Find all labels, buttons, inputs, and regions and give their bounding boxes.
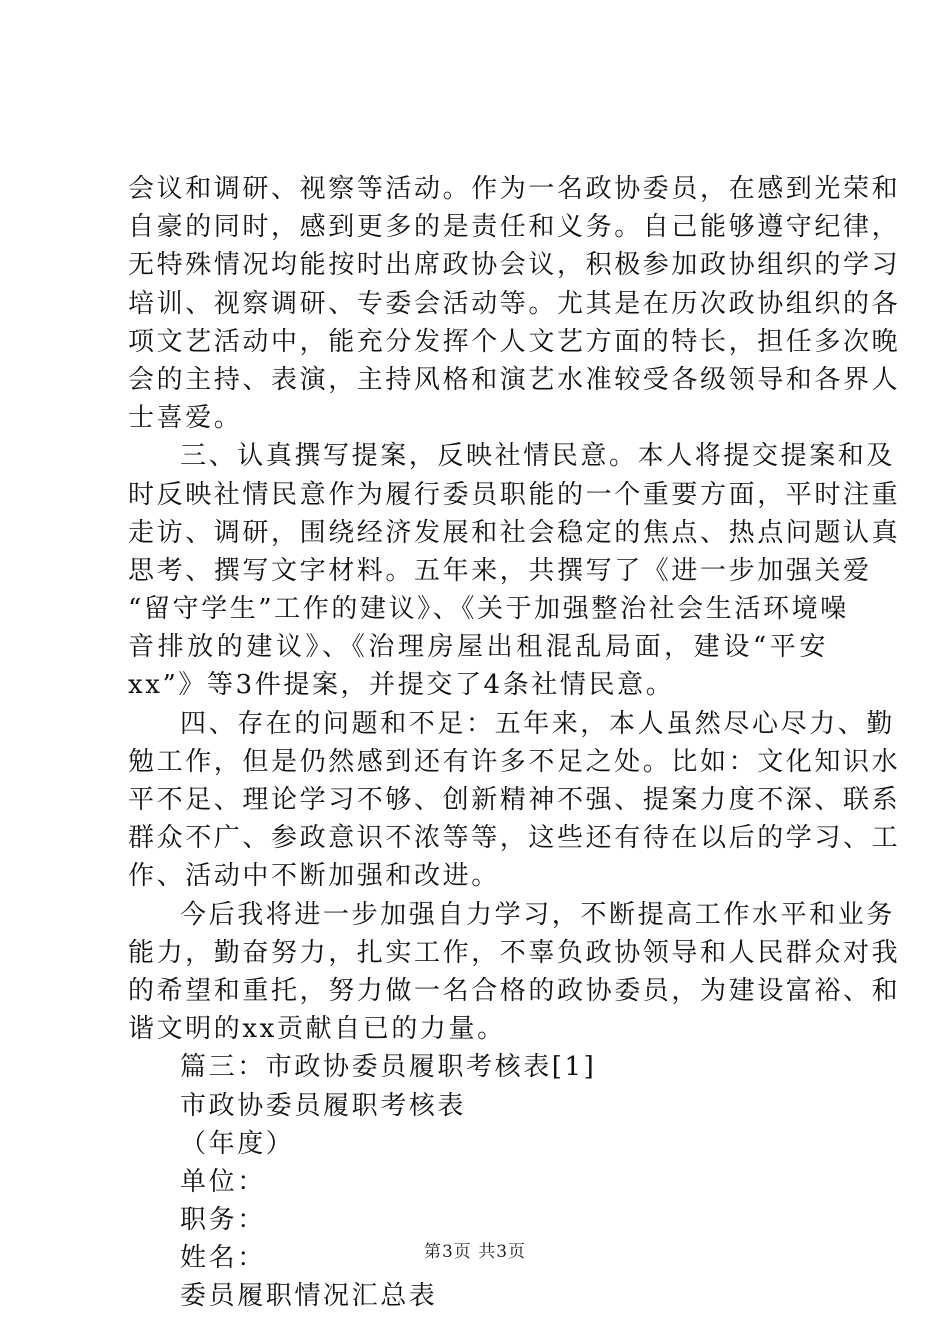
text-line: 作、活动中不断加强和改进。 bbox=[128, 861, 500, 892]
text-line: 平不足、理论学习不够、创新精神不强、提案力度不深、联系 bbox=[128, 785, 901, 815]
text-line: 思考、撰写文字材料。五年来，共撰写了《进一步加强关爱 bbox=[128, 555, 872, 586]
text-line: 士喜爱。 bbox=[128, 403, 243, 434]
document-body bbox=[128, 170, 901, 1316]
form-field-unit: 单位： bbox=[180, 1166, 266, 1197]
text-line: 能力，勤奋努力，扎实工作，不辜负政协领导和人民群众对我 bbox=[128, 937, 901, 968]
form-field-position: 职务： bbox=[180, 1205, 266, 1236]
text-line: 的希望和重托，努力做一名合格的政协委员，为建设富裕、和 bbox=[128, 975, 901, 1006]
section-heading: 篇三：市政协委员履职考核表[1] bbox=[180, 1052, 597, 1083]
form-field-name: 姓名： bbox=[180, 1243, 266, 1274]
text-line: 勉工作，但是仍然感到还有许多不足之处。比如：文化知识水 bbox=[128, 746, 901, 777]
text-line: 培训、视察调研、专委会活动等。尤其是在历次政协组织的各 bbox=[128, 288, 901, 319]
text-line: 群众不广、参政意识不浓等等，这些还有待在以后的学习、工 bbox=[128, 823, 901, 854]
paragraph-heading-4: 四、存在的问题和不足：五年来，本人虽然尽心尽力、勤 bbox=[180, 708, 896, 739]
form-summary-title: 委员履职情况汇总表 bbox=[180, 1281, 438, 1312]
form-title: 市政协委员履职考核表 bbox=[180, 1090, 467, 1121]
text-line: 会议和调研、视察等活动。作为一名政协委员，在感到光荣和 bbox=[128, 174, 901, 204]
text-line: 音排放的建议》、《治理房屋出租混乱局面，建设“平安 bbox=[128, 632, 828, 663]
text-line: 时反映社情民意作为履行委员职能的一个重要方面，平时注重 bbox=[128, 479, 901, 510]
form-year: （年度） bbox=[180, 1128, 295, 1159]
text-line: 项文艺活动中，能充分发挥个人文艺方面的特长，担任多次晚 bbox=[128, 326, 901, 357]
text-line: 走访、调研，围绕经济发展和社会稳定的焦点、热点问题认真 bbox=[128, 517, 901, 548]
text-line: “留守学生”工作的建议》、《关于加强整治社会生活环境噪 bbox=[128, 594, 849, 625]
text-line: 会的主持、表演，主持风格和演艺水准较受各级领导和各界人 bbox=[128, 364, 901, 395]
page-number-footer: 第3页 共3页 bbox=[423, 1242, 527, 1262]
text-line: xx”》等3件提案，并提交了4条社情民意。 bbox=[128, 670, 675, 701]
paragraph-heading-3: 三、认真撰写提案，反映社情民意。本人将提交提案和及 bbox=[180, 441, 896, 472]
text-line: 无特殊情况均能按时出席政协会议，积极参加政协组织的学习 bbox=[128, 250, 901, 281]
text-line: 自豪的同时，感到更多的是责任和义务。自己能够遵守纪律， bbox=[128, 212, 901, 243]
paragraph-closing: 今后我将进一步加强自力学习，不断提高工作水平和业务 bbox=[180, 899, 896, 930]
text-line: 谐文明的xx贡献自已的力量。 bbox=[128, 1014, 506, 1045]
